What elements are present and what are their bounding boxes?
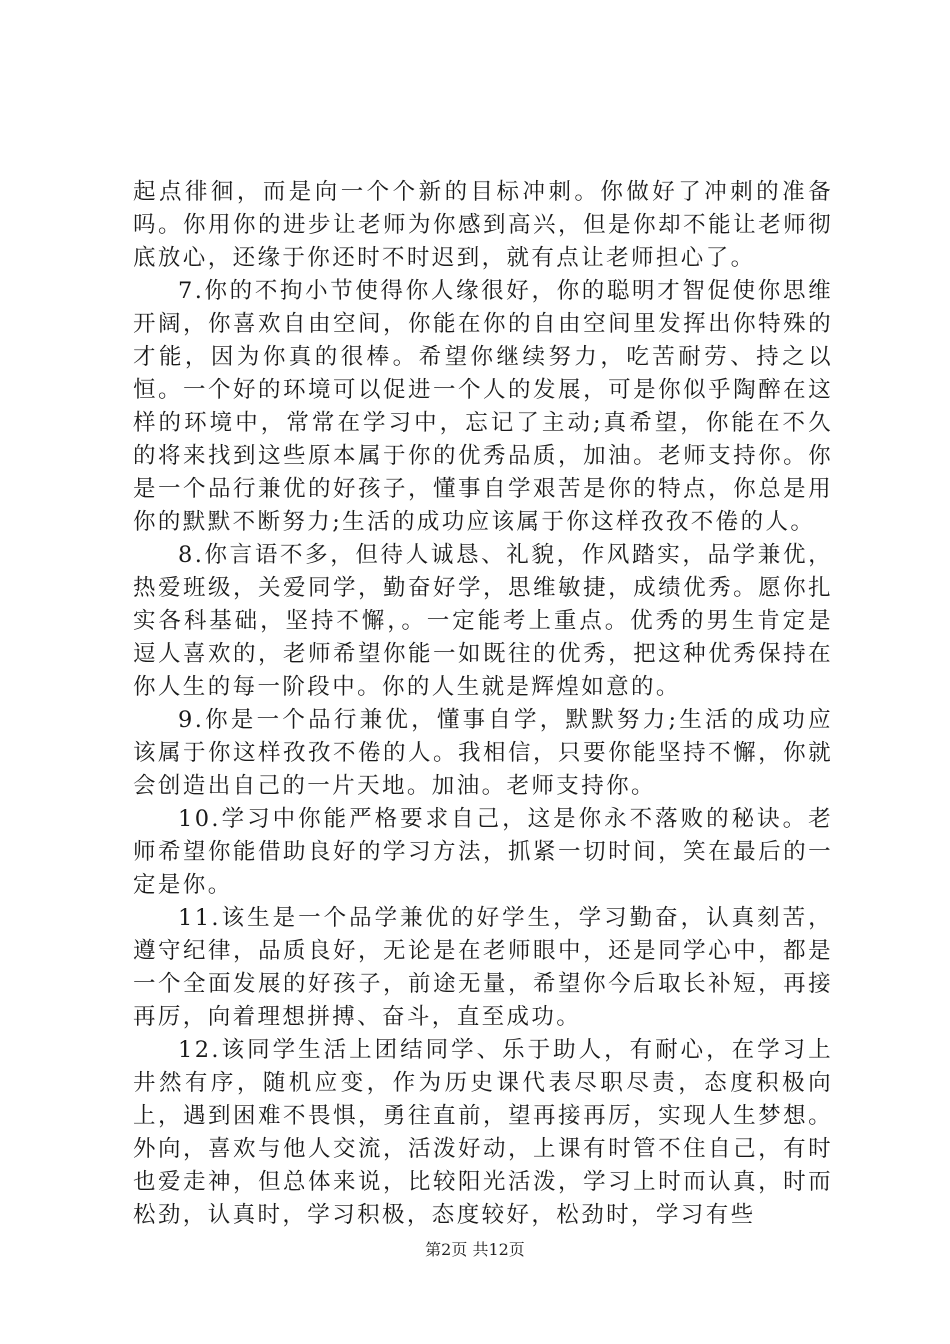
paragraph-comment-7: 7.你的不拘小节使得你人缘很好，你的聪明才智促使你思维开阔，你喜欢自由空间，你能在你的自由空间里发挥出你特殊的才能，因为你真的很棒。希望你继续努力，吃苦耐劳、持之以恒。一个好的环境可以促进一个人的发展，可是你似乎陶醉在这样的环境中，常常在学习中，忘记了主动;真希望，你能在不久的将来找到这些原本属于你的优秀品质，加油。老师支持你。你是一个品行兼优的好孩子，懂事自学艰苦是你的特点，你总是用你的默默不断努力;生活的成功应该属于你这样孜孜不倦的人。 [133, 278, 833, 535]
paragraph-comment-11: 11.该生是一个品学兼优的好学生，学习勤奋，认真刻苦，遵守纪律，品质良好，无论是在老师眼中，还是同学心中，都是一个全面发展的好孩子，前途无量，希望你今后取长补短，再接再厉，向着理想拼搏、奋斗，直至成功。 [133, 905, 833, 1030]
paragraph-comment-9: 9.你是一个品行兼优，懂事自学，默默努力;生活的成功应该属于你这样孜孜不倦的人。我相信，只要你能坚持不懈，你就会创造出自己的一片天地。加油。老师支持你。 [133, 707, 833, 799]
paragraph-comment-8: 8.你言语不多，但待人诚恳、礼貌，作风踏实，品学兼优，热爱班级，关爱同学，勤奋好学，思维敏捷，成绩优秀。愿你扎实各科基础，坚持不懈，。一定能考上重点。优秀的男生肯定是逗人喜欢的，老师希望你能一如既往的优秀，把这种优秀保持在你人生的每一阶段中。你的人生就是辉煌如意的。 [133, 542, 833, 700]
paragraph-comment-12: 12.该同学生活上团结同学、乐于助人，有耐心，在学习上井然有序，随机应变，作为历史课代表尽职尽责，态度积极向上，遇到困难不畏惧，勇往直前，望再接再厉，实现人生梦想。外向，喜欢与他人交流，活泼好动，上课有时管不住自己，有时也爱走神，但总体来说，比较阳光活泼，学习上时而认真，时而松劲，认真时，学习积极，态度较好，松劲时，学习有些 [133, 1037, 833, 1228]
page-number-footer: 第2页 共12页 [425, 1240, 525, 1259]
paragraph-comment-10: 10.学习中你能严格要求自己，这是你永不落败的秘诀。老师希望你能借助良好的学习方法，抓紧一切时间，笑在最后的一定是你。 [133, 806, 833, 898]
paragraph-continuation: 起点徘徊，而是向一个个新的目标冲刺。你做好了冲刺的准备吗。你用你的进步让老师为你感到高兴，但是你却不能让老师彻底放心，还缘于你还时不时迟到，就有点让老师担心了。 [133, 179, 833, 271]
document-body [133, 176, 833, 1232]
